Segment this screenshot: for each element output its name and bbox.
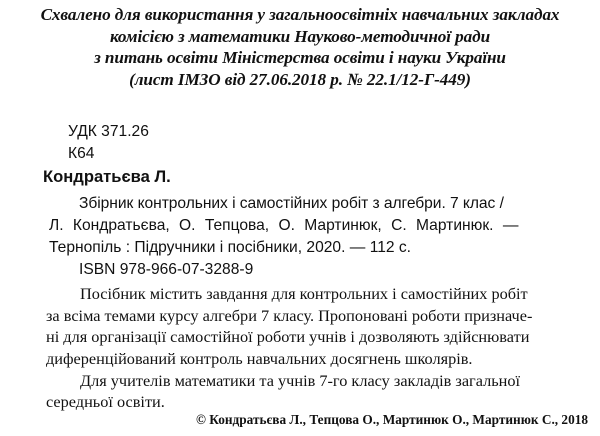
description-line-2: Л. Кондратьєва, О. Тепцова, О. Мартинюк, С. Мартинюк. — bbox=[49, 217, 519, 234]
isbn: ISBN 978-966-07-3288-9 bbox=[79, 261, 254, 278]
main-author: Кондратьєва Л. bbox=[43, 167, 171, 186]
copyright-notice: © Кондратьєва Л., Тепцова О., Мартинюк О., Мартинюк С., 2018 bbox=[196, 412, 589, 427]
approval-line-3: з питань освіти Міністерства освіти і науки України bbox=[94, 48, 506, 67]
description-line-1: Збірник контрольних і самостійних робіт з алгебри. 7 клас / bbox=[79, 195, 504, 212]
annotation-line-4: диференційований контроль навчальних досягнень школярів. bbox=[46, 349, 473, 368]
annotation-line-3: ні для організації самостійної роботи учнів і дозволяють здійснювати bbox=[46, 327, 530, 346]
approval-line-1: Схвалено для використання у загальноосвітніх навчальних закладах bbox=[40, 5, 560, 24]
annotation-line-5: Для учителів математики та учнів 7-го класу закладів загальної bbox=[80, 371, 521, 390]
annotation-line-1: Посібник містить завдання для контрольних і самостійних робіт bbox=[80, 284, 528, 303]
udk-code: УДК 371.26 bbox=[68, 123, 149, 140]
approval-notice bbox=[0, 4, 600, 90]
approval-line-2: комісією з математики Науково-методичної ради bbox=[109, 26, 491, 46]
annotation-line-6: середньої освіти. bbox=[46, 392, 165, 411]
annotation-line-2: за всіма темами курсу алгебри 7 класу. Пропоновані роботи призначе- bbox=[46, 306, 533, 325]
approval-line-4: (лист ІМЗО від 27.06.2018 р. № 22.1/12-Г-449) bbox=[129, 69, 471, 89]
description-line-3: Тернопіль : Підручники і посібники, 2020. — 112 с. bbox=[49, 239, 412, 256]
author-sign: К64 bbox=[68, 145, 95, 162]
